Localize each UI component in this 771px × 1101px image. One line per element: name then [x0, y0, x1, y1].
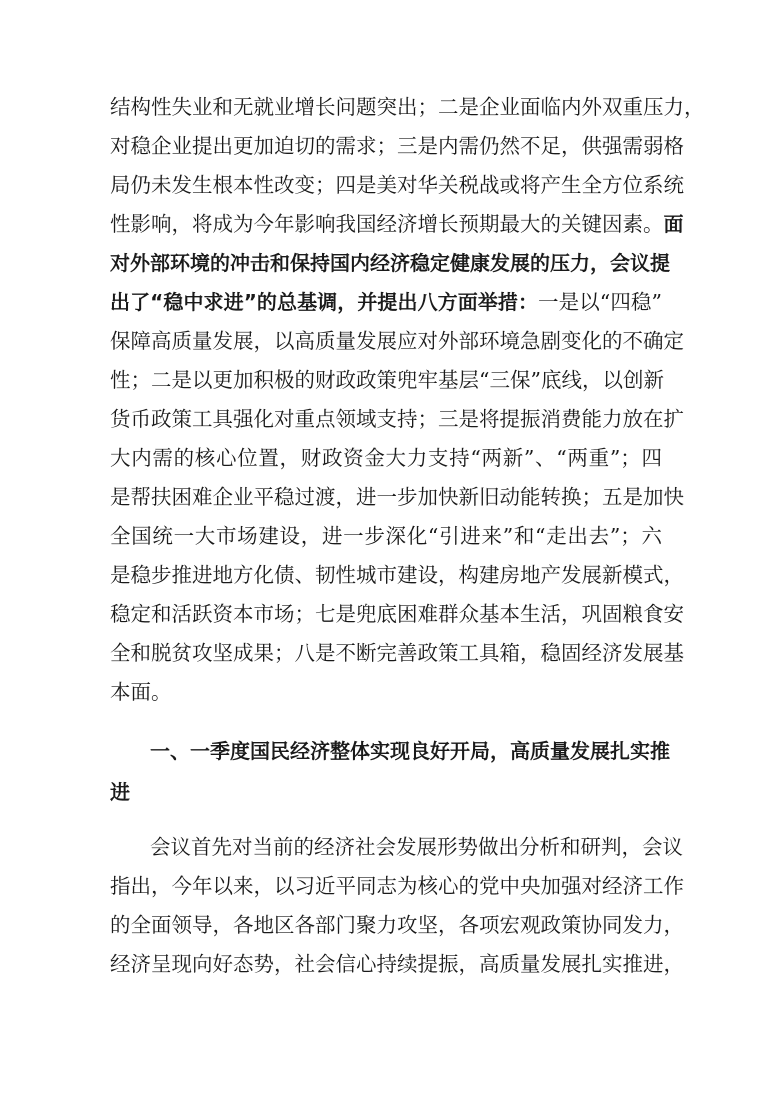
- bold-paragraph-line: 对外部环境的冲击和保持国内经济稳定健康发展的压力，会议提: [110, 251, 670, 275]
- paragraph-line: 经济呈现向好态势，社会信心持续提振，高质量发展扎实推进，: [110, 952, 684, 976]
- bold-text: 出了“稳中求进”的总基调，并提出八方面举措：: [110, 290, 539, 314]
- bold-text: 面: [663, 212, 684, 236]
- paragraph-line: 大内需的核心位置，财政资金大力支持“两新”、“两重”；四: [110, 446, 662, 470]
- paragraph-line: 全国统一大市场建设，进一步深化“引进来”和“走出去”；六: [110, 524, 662, 548]
- paragraph-line: 是帮扶困难企业平稳过渡，进一步加快新旧动能转换；五是加快: [110, 485, 684, 509]
- paragraph-line: 对稳企业提出更加迫切的需求；三是内需仍然不足，供强需弱格: [110, 134, 684, 158]
- paragraph-line: [110, 209, 684, 239]
- section-heading-continued: 进: [110, 780, 130, 804]
- section-heading: 一、一季度国民经济整体实现良好开局，高质量发展扎实推: [150, 739, 670, 763]
- plain-text: 一是以“四稳”: [538, 290, 662, 314]
- paragraph-line: 本面。: [110, 680, 172, 704]
- paragraph-line: 性；二是以更加积极的财政政策兜牢基层“三保”底线，以创新: [110, 368, 664, 392]
- paragraph-line: [110, 287, 662, 317]
- paragraph-line: 全和脱贫攻坚成果；八是不断完善政策工具箱，稳固经济发展基: [110, 641, 684, 665]
- paragraph-line: 指出，今年以来，以习近平同志为核心的党中央加强对经济工作: [110, 874, 684, 898]
- plain-text: 性影响，将成为今年影响我国经济增长预期最大的关键因素。: [110, 212, 664, 236]
- paragraph-line: 是稳步推进地方化债、韧性城市建设，构建房地产发展新模式，: [110, 563, 684, 587]
- paragraph-line: 保障高质量发展，以高质量发展应对外部环境急剧变化的不确定: [110, 329, 684, 353]
- paragraph-line: 会议首先对当前的经济社会发展形势做出分析和研判，会议: [150, 835, 683, 859]
- paragraph-line: 的全面领导，各地区各部门聚力攻坚，各项宏观政策协同发力，: [110, 913, 684, 937]
- paragraph-line: 稳定和活跃资本市场；七是兜底困难群众基本生活，巩固粮食安: [110, 602, 684, 626]
- paragraph-line: 局仍未发生根本性改变；四是美对华关税战或将产生全方位系统: [110, 173, 684, 197]
- paragraph-line: 货币政策工具强化对重点领域支持；三是将提振消费能力放在扩: [110, 407, 684, 431]
- paragraph-line: 结构性失业和无就业增长问题突出；二是企业面临内外双重压力，: [110, 95, 705, 119]
